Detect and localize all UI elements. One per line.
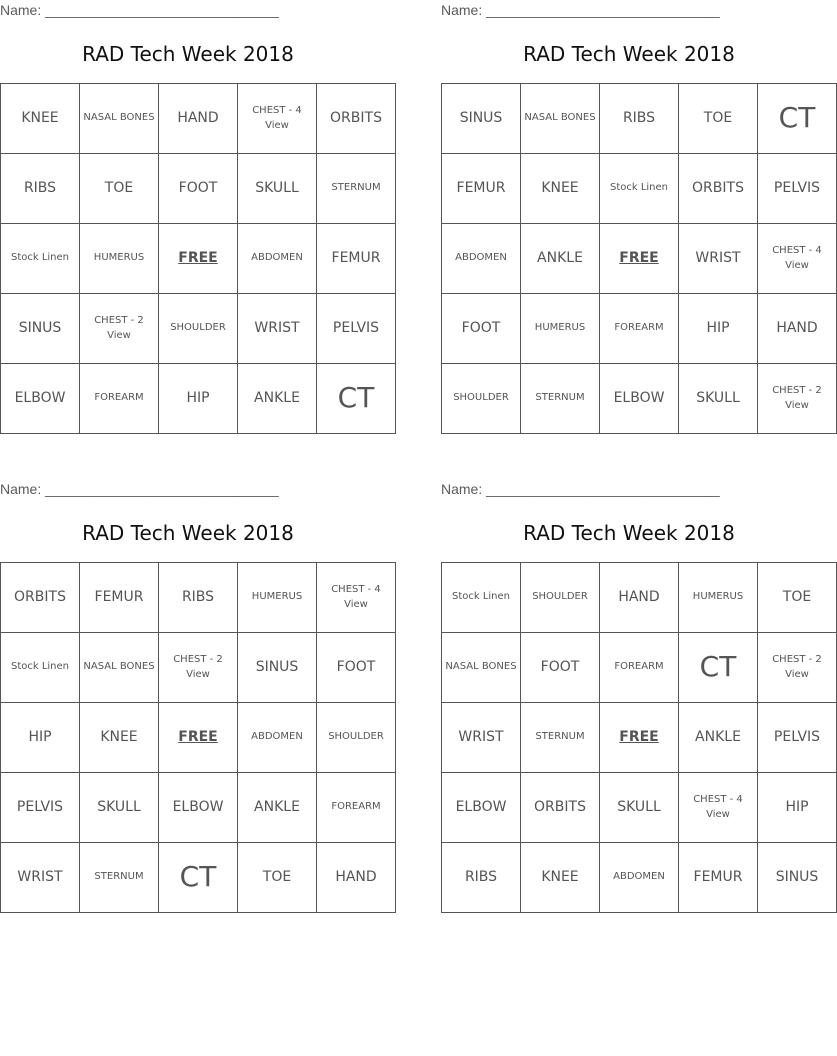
bingo-grid <box>0 562 396 913</box>
bingo-cell[interactable]: KNEE <box>521 843 600 913</box>
bingo-cell[interactable]: STERNUM <box>521 703 600 773</box>
bingo-cell[interactable]: HUMERUS <box>679 563 758 633</box>
bingo-cell[interactable]: ABDOMEN <box>600 843 679 913</box>
bingo-cell[interactable]: Stock Linen <box>1 224 80 294</box>
bingo-cell[interactable]: ABDOMEN <box>238 224 317 294</box>
bingo-cell[interactable]: ELBOW <box>159 773 238 843</box>
grid-row <box>442 224 837 294</box>
bingo-cell[interactable]: CT <box>679 633 758 703</box>
bingo-cell[interactable]: TOE <box>758 563 837 633</box>
bingo-cell[interactable]: CT <box>317 364 396 434</box>
bingo-cell[interactable]: HAND <box>317 843 396 913</box>
bingo-cell[interactable]: HIP <box>1 703 80 773</box>
name-line[interactable]: Name: ______________________________ <box>0 481 279 497</box>
bingo-cell[interactable]: FOREARM <box>600 294 679 364</box>
bingo-cell[interactable]: CHEST - 4 View <box>679 773 758 843</box>
bingo-cell[interactable]: SHOULDER <box>442 364 521 434</box>
bingo-cell[interactable]: FOREARM <box>600 633 679 703</box>
bingo-cell[interactable]: CHEST - 4 View <box>317 563 396 633</box>
bingo-cell[interactable]: FEMUR <box>679 843 758 913</box>
grid-row <box>1 843 396 913</box>
bingo-cell[interactable]: ABDOMEN <box>238 703 317 773</box>
bingo-cell[interactable]: SHOULDER <box>521 563 600 633</box>
bingo-cell[interactable]: CHEST - 4 View <box>238 84 317 154</box>
bingo-cell[interactable]: PELVIS <box>1 773 80 843</box>
bingo-cell[interactable]: HAND <box>600 563 679 633</box>
bingo-cell[interactable]: RIBS <box>442 843 521 913</box>
bingo-cell[interactable]: CHEST - 2 View <box>80 294 159 364</box>
bingo-cell[interactable]: HIP <box>758 773 837 843</box>
bingo-cell[interactable]: STERNUM <box>317 154 396 224</box>
bingo-cell[interactable]: WRIST <box>1 843 80 913</box>
grid-row <box>442 563 837 633</box>
bingo-cell[interactable]: HIP <box>679 294 758 364</box>
bingo-cell[interactable]: KNEE <box>80 703 159 773</box>
bingo-grid <box>0 83 396 434</box>
bingo-cell[interactable]: ABDOMEN <box>442 224 521 294</box>
bingo-cell[interactable]: CHEST - 4 View <box>758 224 837 294</box>
card-title: RAD Tech Week 2018 <box>523 521 735 545</box>
card-title: RAD Tech Week 2018 <box>82 521 294 545</box>
bingo-cell[interactable]: SHOULDER <box>159 294 238 364</box>
grid-row <box>1 154 396 224</box>
bingo-cell[interactable]: CHEST - 2 View <box>159 633 238 703</box>
bingo-cell[interactable]: KNEE <box>521 154 600 224</box>
bingo-cell[interactable]: CT <box>758 84 837 154</box>
bingo-cell[interactable]: HAND <box>159 84 238 154</box>
bingo-cell[interactable]: TOE <box>80 154 159 224</box>
bingo-cell[interactable]: SINUS <box>238 633 317 703</box>
bingo-cell[interactable]: ELBOW <box>442 773 521 843</box>
bingo-cell[interactable]: WRIST <box>679 224 758 294</box>
name-line[interactable]: Name: ______________________________ <box>0 2 279 18</box>
grid-row <box>442 843 837 913</box>
bingo-cell[interactable]: FOREARM <box>80 364 159 434</box>
free-cell[interactable]: FREE <box>600 703 679 773</box>
bingo-cell[interactable]: KNEE <box>1 84 80 154</box>
bingo-cell[interactable]: ORBITS <box>317 84 396 154</box>
bingo-cell[interactable]: CHEST - 2 View <box>758 633 837 703</box>
bingo-grid <box>441 562 837 913</box>
bingo-cell[interactable]: NASAL BONES <box>80 84 159 154</box>
bingo-cell[interactable]: FEMUR <box>442 154 521 224</box>
free-cell[interactable]: FREE <box>600 224 679 294</box>
bingo-cell[interactable]: NASAL BONES <box>521 84 600 154</box>
grid-row <box>1 294 396 364</box>
grid-row <box>1 84 396 154</box>
bingo-cell[interactable]: ELBOW <box>1 364 80 434</box>
grid-row <box>1 773 396 843</box>
bingo-card-1 <box>0 0 382 434</box>
bingo-card-4 <box>441 479 822 913</box>
bingo-cell[interactable]: HAND <box>758 294 837 364</box>
bingo-cell[interactable]: FOOT <box>521 633 600 703</box>
card-title: RAD Tech Week 2018 <box>523 42 735 66</box>
bingo-cell[interactable]: CHEST - 2 View <box>758 364 837 434</box>
bingo-cell[interactable]: WRIST <box>238 294 317 364</box>
bingo-cell[interactable]: SKULL <box>238 154 317 224</box>
bingo-cell[interactable]: SKULL <box>80 773 159 843</box>
bingo-cell[interactable]: ELBOW <box>600 364 679 434</box>
grid-row <box>1 224 396 294</box>
bingo-cell[interactable]: FEMUR <box>80 563 159 633</box>
bingo-cell[interactable]: RIBS <box>600 84 679 154</box>
name-line[interactable]: Name: ______________________________ <box>441 2 720 18</box>
grid-row <box>1 364 396 434</box>
bingo-cell[interactable]: Stock Linen <box>442 563 521 633</box>
bingo-cell[interactable]: TOE <box>238 843 317 913</box>
grid-row <box>442 84 837 154</box>
bingo-cell[interactable]: SINUS <box>442 84 521 154</box>
bingo-cell[interactable]: SINUS <box>758 843 837 913</box>
bingo-cell[interactable]: NASAL BONES <box>80 633 159 703</box>
bingo-cell[interactable]: HIP <box>159 364 238 434</box>
bingo-cell[interactable]: PELVIS <box>758 703 837 773</box>
grid-row <box>442 294 837 364</box>
bingo-cell[interactable]: FOOT <box>442 294 521 364</box>
bingo-cell[interactable]: STERNUM <box>521 364 600 434</box>
bingo-cell[interactable]: WRIST <box>442 703 521 773</box>
bingo-cell[interactable]: RIBS <box>159 563 238 633</box>
free-cell[interactable]: FREE <box>159 703 238 773</box>
card-title: RAD Tech Week 2018 <box>82 42 294 66</box>
grid-row <box>442 633 837 703</box>
bingo-cell[interactable]: ORBITS <box>1 563 80 633</box>
grid-row <box>1 633 396 703</box>
bingo-cell[interactable]: PELVIS <box>317 294 396 364</box>
bingo-card-3 <box>0 479 384 913</box>
bingo-cell[interactable]: STERNUM <box>80 843 159 913</box>
bingo-cell[interactable]: SKULL <box>679 364 758 434</box>
bingo-cell[interactable]: FEMUR <box>317 224 396 294</box>
bingo-cell[interactable]: ANKLE <box>521 224 600 294</box>
bingo-cell[interactable]: CT <box>159 843 238 913</box>
bingo-cell[interactable]: PELVIS <box>758 154 837 224</box>
bingo-cell[interactable]: ANKLE <box>238 773 317 843</box>
bingo-card-2 <box>441 0 822 434</box>
grid-row <box>442 703 837 773</box>
bingo-cell[interactable]: ANKLE <box>238 364 317 434</box>
bingo-cell[interactable]: HUMERUS <box>521 294 600 364</box>
bingo-cell[interactable]: ANKLE <box>679 703 758 773</box>
grid-row <box>1 703 396 773</box>
bingo-cell[interactable]: HUMERUS <box>238 563 317 633</box>
bingo-cell[interactable]: SINUS <box>1 294 80 364</box>
bingo-cell[interactable]: SKULL <box>600 773 679 843</box>
grid-row <box>442 773 837 843</box>
grid-row <box>442 364 837 434</box>
bingo-cell[interactable]: RIBS <box>1 154 80 224</box>
bingo-cell[interactable]: TOE <box>679 84 758 154</box>
bingo-cell[interactable]: Stock Linen <box>600 154 679 224</box>
bingo-cell[interactable]: ORBITS <box>521 773 600 843</box>
bingo-cell[interactable]: FOREARM <box>317 773 396 843</box>
bingo-cell[interactable]: FOOT <box>159 154 238 224</box>
bingo-cell[interactable]: NASAL BONES <box>442 633 521 703</box>
bingo-cell[interactable]: FOOT <box>317 633 396 703</box>
bingo-cell[interactable]: HUMERUS <box>80 224 159 294</box>
bingo-grid <box>441 83 837 434</box>
bingo-cell[interactable]: Stock Linen <box>1 633 80 703</box>
name-line[interactable]: Name: ______________________________ <box>441 481 720 497</box>
bingo-cell[interactable]: ORBITS <box>679 154 758 224</box>
grid-row <box>1 563 396 633</box>
grid-row <box>442 154 837 224</box>
bingo-cell[interactable]: SHOULDER <box>317 703 396 773</box>
free-cell[interactable]: FREE <box>159 224 238 294</box>
